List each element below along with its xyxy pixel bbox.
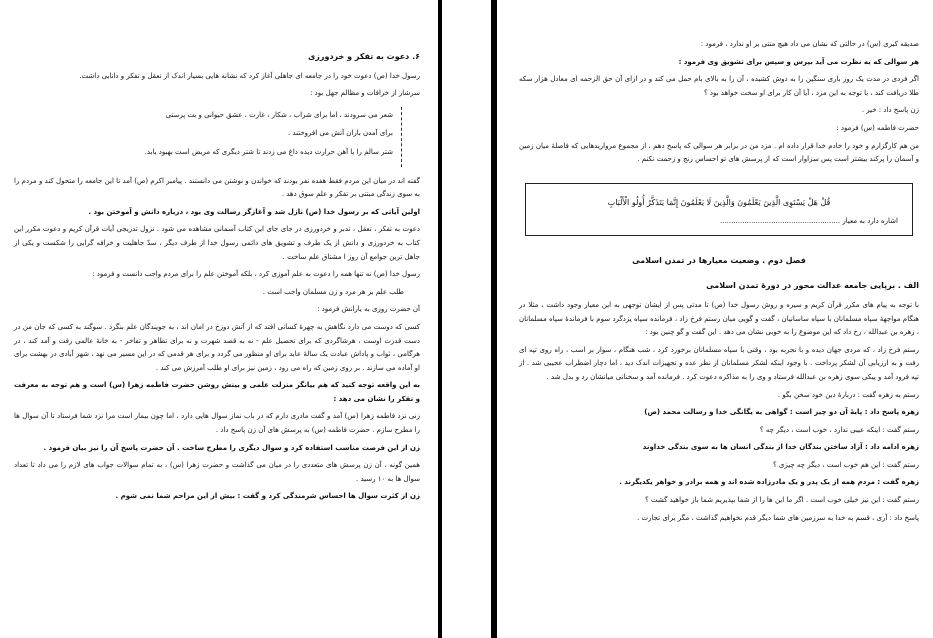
chapter-heading: فصل دوم . وضعیت معیارها در تمدن اسلامی	[632, 255, 806, 265]
dialogue-line: رستم گفت : این نیز خیلی خوب است . اگر ما این ها را از شما بپذیریم شما باز خواهید گشت ؟	[645, 496, 919, 505]
section-heading-6: ۶. دعوت به تفکر و خردورزی	[307, 52, 420, 61]
hadith-quote: طلب علم بر هر مرد و زن مسلمان واجب است .	[262, 287, 404, 296]
book-page-right	[497, 0, 933, 638]
sub-heading: الف . برپایی جامعه عدالت محور در دورهٔ تمدن اسلامی	[706, 281, 919, 291]
dialogue-line: رستم گفت : اینکه عیبی ندارد ، خوب است ، دیگر چه ؟	[759, 425, 919, 434]
paragraph: اگر فردی در مدت یک روز باری سنگین را به دوش کشیده ، آن را به بالای بام حمل می کند و در ازای آن حق الزحمه ای معادل هزار سکه طلا دریافت کند ، با توجه به این مزد ، آیا آن کار برای او سخت خواهد بود ؟	[519, 75, 919, 97]
dialogue-line: زهره گفت : مردم همه از یک پدر و یک مادرزاده شده اند و همه برادر و خواهر یکدیگرند .	[619, 478, 919, 487]
paragraph: سرشار از خرافات و مظالم جهل بود :	[310, 89, 420, 98]
paragraph: رسول خدا (ص) نه تنها همه را دعوت به علم آموزی کرد ، بلکه آموختن علم را برای مردم واجب دانست و فرمود :	[92, 270, 420, 279]
dialogue-line: زهره پاسخ داد : پایهٔ آن دو چیز است : گواهی به یگانگی خدا و رسالت محمد (ص)	[644, 408, 919, 417]
paragraph: زن از این فرصت مناسب استفاده کرد و سوال دیگری را مطرح ساخت . آن حضرت پاسخ آن را نیز بیان فرمود .	[43, 443, 420, 452]
book-page-left	[0, 0, 438, 638]
paragraph: زن از کثرت سوال ها احساس شرمندگی کرد و گفت : بیش از این مزاحم شما نمی شوم .	[115, 492, 420, 501]
paragraph: صدیقه کبری (س) در حالتی که نشان می داد هیچ منتی بر او ندارد ، فرمود :	[700, 40, 919, 48]
dialogue-line: پاسخ داد : آری ، قسم به خدا به سرزمین های شما دیگر قدم نخواهیم گذاشت ، مگر برای تجارت .	[637, 513, 919, 522]
paragraph: زن پاسخ داد : خیر .	[861, 106, 919, 115]
quran-verse-box	[525, 183, 913, 236]
paragraph: اولین آیاتی که بر رسول خدا (ص) نازل شد و آغازگر رسالت وی بود ، درباره دانش و آموختن بود .	[88, 207, 420, 216]
paragraph: همین گونه ، آن زن پرسش های متعددی را در میان می گذاشت و حضرت زهرا (س) ، به تمام سوالات جواب های لازم را می داد تا تعداد سوال ها به ۱۰ رسید .	[14, 461, 420, 483]
paragraph: هر سوالی که به نظرت می آید بپرس و سپس برای تشویق وی فرمود :	[678, 57, 919, 66]
poem-line: شعر می سرودند ، اما برای شراب ، شکار ، غارت ، عشق حیوانی و بت پرستی	[165, 110, 393, 119]
paragraph: رسول خدا (ص) دعوت خود را در جامعه ای جاهلی آغاز کرد که نشانه هایی بسیار اندک از تعقل و تفکر و دانایی داشت.	[79, 71, 420, 80]
page-left-text	[14, 38, 420, 508]
paragraph: آن حضرت روزی به یارانش فرمود :	[317, 305, 420, 314]
poem-quote	[54, 107, 402, 167]
paragraph: با توجه به پیام های مکرر قرآن کریم و سیره و روش رسول خدا (ص) تا مدتی پس از ایشان توجهی به این معیار وجود داشت ، مثلا در هنگام مواجههٔ سپاه مسلمانان با سپاه ساسانیان ، گفت و گویی میان رستم فرخ زاد ، فرمانده سپاه یزدگرد سوم با فرماندهٔ سپاه مسلمانان ، زهره بن عبدالله ، رخ داد که این موضوع را به خوبی نشان می دهد . این گفت و گو چنین بود :	[519, 300, 919, 337]
page-gutter-line	[438, 0, 442, 638]
verse-reference-blank: اشاره دارد به معیار ......................................................	[719, 216, 898, 225]
paragraph: من هم کارگزارم و خود را خادم خدا قرار داده ام . مزد من در برابر هر سوالی که پاسخ دهم ، از مجموع مرواریدهایی که فاصلهٔ میان زمین و آسمان را پرکند بیشتر است پس سزاوار است که از پرسش های تو احساس رنج و زحمت نکنم .	[519, 141, 919, 164]
paragraph: زنی نزد فاطمه زهرا (س) آمد و گفت مادری دارم که در باب نماز سوال هایی دارد ، اما چون بیمار است مرا نزد شما فرستاد تا آن سوال ها را مطرح سازم . حضرت فاطمه (س) به پرسش های آن زن پاسخ داد .	[14, 412, 420, 435]
poem-line: شتر سالم را با آهن حرارت دیده داغ می زدند تا شتر دیگری که مریض است بهبود یابد.	[144, 147, 393, 156]
quran-verse: قُلْ هَلْ یَسْتَوِی الَّذِینَ یَعْلَمُونَ وَالَّذِینَ لَا یَعْلَمُونَ إِنَّمَا یَتَذَكَّرُ أُولُو الْأَلْبَابِ	[607, 197, 831, 207]
dialogue-line: زهره ادامه داد : آزاد ساختن بندگان خدا از بندگی انسان ها به سوی بندگی خداوند	[642, 443, 919, 452]
poem-line: برای آمدن باران آتش می افروختند .	[287, 129, 393, 138]
paragraph: رستم فرخ زاد ، که مردی جهان دیده و با تجربه بود ، وقتی با سپاه مسلمانان برخورد کرد ، شب هنگام ، سوار بر اسب ، راه روی تپه ای رفت و به ارزیابی آن لشکر پرداخت . با وجود اینکه لشکر مسلمانان از نظر عده و تجهیزات اندک دید ، اما دچار اضطراب عجیبی شد . از تپه فرود آمد و پیکی سوی زهره بن عبدالله فرستاد و وی را به مذاکره دعوت کرد . فرمانده آمد و سخنانی میانشان رد و بدل شد .	[519, 345, 919, 381]
dialogue-line: رستم به زهره گفت : دربارهٔ دین خود سخن بگو .	[777, 390, 919, 399]
paragraph: حضرت فاطمه (س) فرمود :	[836, 123, 919, 132]
page-right-text	[519, 38, 919, 529]
paragraph: کسی که دوست می دارد نگاهش به چهرهٔ کسانی افتد که از آتش دوزخ در امان اند ، به جویندگان علم بنگرد . سوگند به کسی که جان من در دست قدرت اوست ، هرشاگردی که برای تحصیل علم - نه به قصد شهرت و نه برای تظاهر و تفاخر - به خانهٔ عالمی رفت و آمد کند ، در هرگامی ، ثواب و پاداش عبادت یک سالهٔ عابد برای او منظور می گردد و برای هر قدمی که در این مسیر می نهد ، شهر آبادی در بهشت برای او آماده می سازند . بر روی زمین که راه می رود ، زمین نیز برای او طلب آمرزش می کند .	[14, 322, 420, 372]
paragraph: دعوت به تفکر ، تعقل ، تدبر و خردورزی در جای جای این کتاب آسمانی مشاهده می شود . نزول تدریجی آیات قرآن کریم و دعوت مکرر این کتاب به خردورزی و دانش از یک طرف و تشویق های دائمی رسول خدا از طرف دیگر ، سدّ جاهلیت و خرافه گرایی را شکست و یکی از جاهل ترین جوامع آن روز ا مشتاق علم ساخت .	[14, 225, 420, 261]
paragraph: به این واقعه توجه کنید که هم بیانگر منزلت علمی و بینش روشن حضرت فاطمه زهرا (س) است و هم توجه به معرفت و تفکر را نشان می دهد :	[14, 381, 420, 403]
paragraph: گفته اند در میان این مردم فقط هفده نفر بودند که خواندن و نوشتن می دانستند . پیامبر اکرم (ص) آمد تا این جامعه را متحول کند و مردم را به سوی زندگی مبتنی بر تفکر و علم سوق دهد .	[14, 176, 420, 199]
dialogue-line: رستم گفت : این هم خوب است ، دیگر چه چیزی ؟	[772, 460, 919, 469]
